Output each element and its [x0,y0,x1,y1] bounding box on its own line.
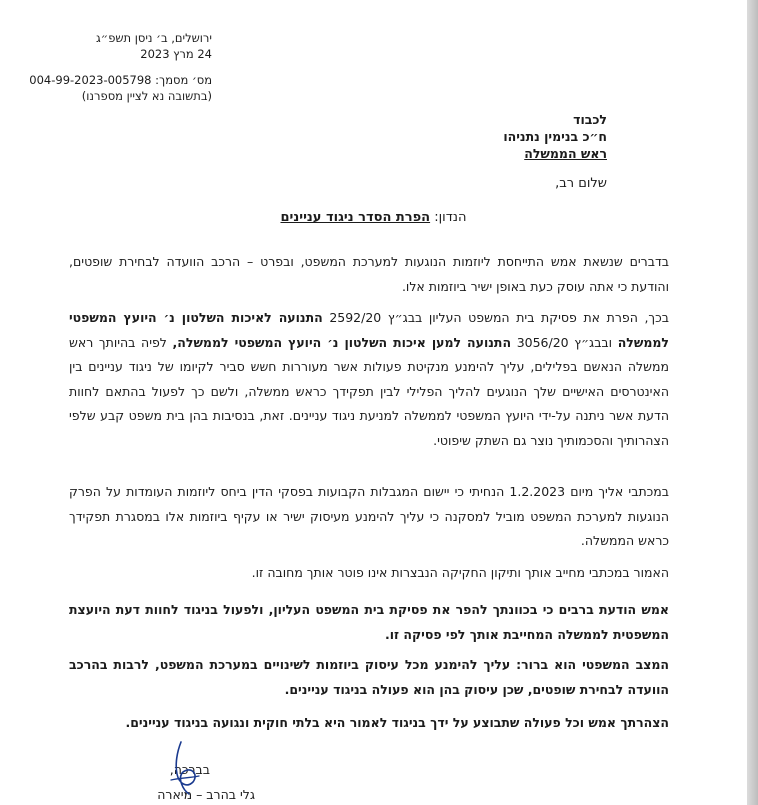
signer-name: גלי בהרב – מיארה [157,787,255,802]
paragraph-3: במכתבי אליך מיום 1.2.2023 הנחיתי כי יישום המגבלות הקבועות בפסקי הדין ביחס ליוזמות העומדות על הפרק הנוגעות למערכת המשפט מוביל למסקנה כי עליך להימנע מעיסוק ישיר או עקיף ביוזמות אלו במסגרת תפקידך כראש הממשלה. [69,484,669,548]
recipient-title: ראש הממשלה [524,146,607,161]
handwritten-signature [165,738,205,798]
paragraph-6: המצב המשפטי הוא ברור: עליך להימנע מכל עיסוק ביוזמות לשינויים במערכת המשפט, לרבות בהרכב הוועדה לבחירת שופטים, שכן עיסוק בהן הוא פעולה בניגוד עניינים. [69,657,669,697]
recipient-to: לכבוד [573,112,607,127]
document-reference-number: מס׳ מסמך: 004-99-2023-005798 [29,73,212,87]
letter-date-gregorian: 24 מרץ 2023 [140,47,212,61]
subject-line [0,210,747,226]
paragraph-1: בדברים שנשאת אמש התייחסת ליוזמות הנוגעות למערכת המשפט, ובפרט – הרכב הוועדה לבחירת שופטים, והודעת כי אתה עוסק כעת באופן ישיר ביוזמות אלו. [69,254,669,294]
reply-note: (בתשובה נא לציין מספרנו) [81,89,212,103]
subject-text: הפרת הסדר ניגוד עניינים [280,210,431,225]
paragraph-5: אמש הודעת ברבים כי בכוונתך להפר את פסיקת בית המשפט העליון, ולפעול בניגוד לחוות דעת היועצת המשפטית לממשלה המחייבת אותך לפי פסיקה זו. [69,602,669,642]
paragraph-2-body: לפיה בהיותך ראש ממשלה הנאשם בפלילים, עליך להימנע מנקיטת פעולות אשר מעוררות חשש סביר לקיומו של ניגוד עניינים בין האינטרסים האישיים שלך הנוגעים להליך הפלילי לבין תפקידך כראש ממשלה, ולשם כך לפעול בהתאם לחוות הדעת אשר ניתנה על-ידי היועץ המשפטי לממשלה למניעת ניגוד עניינים. זאת, בנסיבות בהן בית משפט קבע שלפי הצהרותיך והסכמותיך נוצר גם השתק שיפוטי. [69,334,669,448]
letter-date-hebrew: ירושלים, ב׳ ניסן תשפ״ג [96,31,212,45]
paragraph-2-case-2: ובבג״ץ 3056/20 [516,334,613,350]
greeting: שלום רב, [555,176,607,191]
recipient-name: ח״כ בנימין נתניהו [503,129,607,144]
subject-label: הנדון: [434,210,467,225]
case-name-1: התנועה לאיכות השלטון נ׳ היועץ המשפטי לממשלה [69,310,669,350]
closing-blessing: בברכה, [169,762,210,777]
case-name-2: התנועה למען איכות השלטון נ׳ היועץ המשפטי לממשלה, [172,334,512,350]
paragraph-2 [69,306,669,453]
paragraph-2-intro: בכך, הפרת את פסיקת בית המשפט העליון בבג״ץ 2592/20 [329,310,669,325]
paragraph-7: הצהרתך אמש וכל פעולה שתבוצע על ידך בניגוד לאמור היא בלתי חוקית ונגועה בניגוד עניינים. [125,715,669,730]
page-edge-shadow [747,0,758,805]
paragraph-4: האמור במכתבי מחייב אותך ותיקון החקיקה הנבצרות אינו פוטר אותך מחובה זו. [251,565,669,580]
